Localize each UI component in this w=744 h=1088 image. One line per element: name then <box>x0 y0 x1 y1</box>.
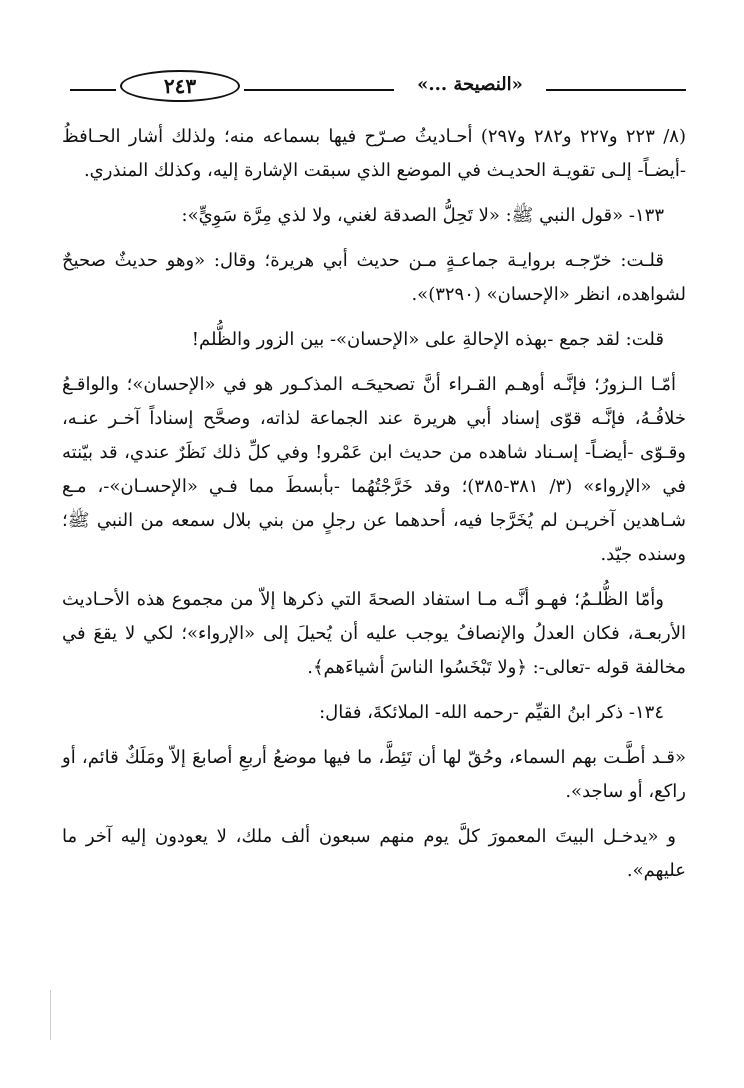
header-rule-middle <box>244 89 394 91</box>
paragraph-5: أمّـا الـزورُ؛ فإنَّـه أوهـم القـراء أنَّ تصحيحَـه المذكـور هو في «الإحسان»؛ والواقـعُ خلافُـهُ، فإنَّـه قوّى إسناد أبي هريرة عند الجماعة لذاته، وصحَّح إسناداً آخـر عنـه، وقـوّى -أيضـاً- إسـناد شاهده من حديث ابن عَمْرو! وفي كلِّ ذلك نَظَرٌ عندي، قد بيّنته في «الإرواء» (٣/ ٣٨١-٣٨٥)؛ وقد خَرَّجْتُهُما -بأبسطَ مما فـي «الإحسـان»-، مـع شـاهدين آخريـن لم يُخَرَّجا فيه، أحدهما عن رجلٍ من بني بلال سمعه من النبي ﷺ؛ وسنده جيّد. <box>62 374 687 565</box>
margin-line <box>50 990 51 1040</box>
paragraph-3: قلـت: خرّجـه بروايـة جماعـةٍ مـن حديث أبي هريرة؛ وقال: «وهو حديثٌ صحيحٌ لشواهده، انظر «الإحسان» (٣٢٩٠)». <box>62 250 686 305</box>
paragraph-9: و «يدخـل البيتَ المعمورَ كلَّ يوم منهم سبعون ألف ملك، لا يعودون إليه آخر ما عليهم». <box>62 826 686 881</box>
paragraph-1: (٨/ ٢٢٣ و٢٢٧ و٢٨٢ و٢٩٧) أحـاديثُ صـرّح فيها بسماعه منه؛ ولذلك أشار الحـافظُ -أيضـاً- إلـى تقويـة الحديـث في الموضع الذي سبقت الإشارة إليه، وكذلك المنذري. <box>62 126 686 181</box>
paragraph-4: قلت: لقد جمع -بهذه الإحالةِ على «الإحسان»- بين الزور والظُّلم! <box>191 329 664 350</box>
paragraph-6: وأمّا الظُّلـمُ؛ فهـو أنَّـه مـا استفاد الصحةَ التي ذكرها إلاّ من مجموع هذه الأحـاديث الأربعـة، فكان العدلُ والإنصافُ يوجب عليه أن يُحيلَ إلى «الإرواء»؛ لكي لا يقعَ في مخالفة قوله -تعالى-: ﴿ولا تَبْخَسُوا الناسَ أشياءَهم﴾. <box>62 589 686 678</box>
page-header <box>70 68 686 108</box>
paragraph-7: ١٣٤- ذكر ابنُ القيِّم -رحمه الله- الملائكةَ، فقال: <box>319 702 664 723</box>
running-title: «النصيحة ...» <box>417 74 523 95</box>
paragraph-8: «قـد أطَّـت بهم السماء، وحُقّ لها أن تَئِطَّ، ما فيها موضعُ أربعِ أصابعَ إلاّ ومَلَكٌ قائم، أو راكع، أو ساجد». <box>62 747 686 802</box>
body-text <box>62 120 686 899</box>
paragraph-2: ١٣٣- «قول النبي ﷺ: «لا تَحِلُّ الصدقة لغني، ولا لذي مِرَّة سَوِيٍّ»: <box>181 205 664 226</box>
header-rule-right <box>546 89 686 91</box>
page-number: ٢٤٣ <box>120 70 240 102</box>
header-rule-left <box>70 89 116 91</box>
